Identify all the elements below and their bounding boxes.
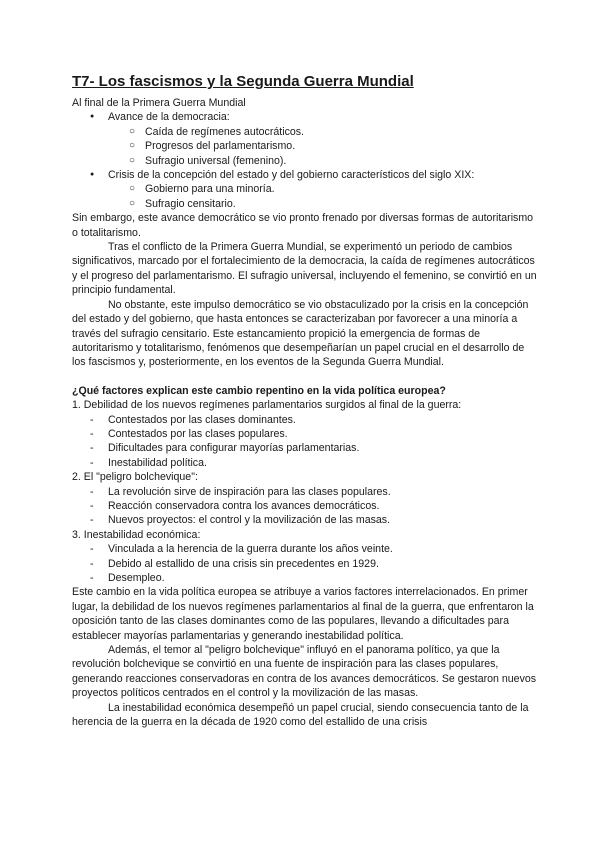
sub-bullet-item: ○ Gobierno para una minoría. — [72, 182, 540, 196]
factor-item: - La revolución sirve de inspiración para las clases populares. — [72, 485, 540, 499]
bullet-item: ● Crisis de la concepción del estado y del gobierno característicos del siglo XIX: — [72, 168, 540, 182]
summary-paragraph: Sin embargo, este avance democrático se vio pronto frenado por diversas formas de autoritarismo o totalitarismo. — [72, 212, 534, 239]
sub-bullet-item: ○ Progresos del parlamentarismo. — [72, 139, 540, 153]
factor-item: - Inestabilidad política. — [72, 456, 540, 470]
sub-bullet-item: ○ Caída de regímenes autocráticos. — [72, 125, 540, 139]
factor-heading: 1. Debilidad de los nuevos regímenes parlamentarios surgidos al final de la guerra: — [72, 399, 462, 412]
factor-item: - Contestados por las clases dominantes. — [72, 413, 540, 427]
body-paragraph: Además, el temor al "peligro bolchevique" influyó en el panorama político, ya que la revolución bolchevique se convirtió en una fuente de inspiración para las clases populares, generando reacciones conservadoras en contra de los avances democráticos. Se gestaron nuevos proyectos políticos centrados en el control y la movilización de las masas. — [72, 644, 537, 700]
factor-item: - Contestados por las clases populares. — [72, 427, 540, 441]
factor-item: - Nuevos proyectos: el control y la movilización de las masas. — [72, 513, 540, 527]
sub-bullet-item: ○ Sufragio censitario. — [72, 197, 540, 211]
body-paragraph: No obstante, este impulso democrático se vio obstaculizado por la crisis en la concepción del estado y del gobierno, que hasta entonces se caracterizaban por favorecer a una minoría a través del sufragio censitario. Este estancamiento propició la emergencia de formas de autoritarismo y totalitarismo, fenómenos que desempeñarían un papel crucial en el desarrollo de los fascismos y, posteriormente, en los eventos de la Segunda Guerra Mundial. — [72, 298, 529, 369]
factor-heading: 2. El "peligro bolchevique": — [72, 471, 198, 484]
section-question: ¿Qué factores explican este cambio repentino en la vida política europea? — [72, 384, 446, 397]
bullet-item: ● Avance de la democracia: — [72, 110, 540, 124]
factor-item: - Dificultades para configurar mayorías parlamentarias. — [72, 441, 540, 455]
factor-item: - Vinculada a la herencia de la guerra durante los años veinte. — [72, 542, 540, 556]
body-paragraph: La inestabilidad económica desempeñó un papel crucial, siendo consecuencia tanto de la herencia de la guerra en la década de 1920 como del estallido de una crisis — [72, 701, 529, 729]
factor-item: - Debido al estallido de una crisis sin precedentes en 1929. — [72, 557, 540, 571]
body-paragraph: Este cambio en la vida política europea se atribuye a varios factores interrelacionados. En primer lugar, la debilidad de los nuevos regímenes parlamentarios al final de la guerra, que enfrentaron la oposición tanto de las clases dominantes como de las populares, llevando a dificultades para establecer mayorías parlamentarias y generando inestabilidad política. — [72, 586, 534, 642]
factor-item: - Desempleo. — [72, 571, 540, 585]
body-paragraph: Tras el conflicto de la Primera Guerra Mundial, se experimentó un periodo de cambios significativos, marcado por el fortalecimiento de la democracia, la caída de regímenes autocráticos y el progreso del parlamentarismo. El sufragio universal, incluyendo el femenino, se convirtió en un principio fundamental. — [72, 241, 537, 297]
factor-heading: 3. Inestabilidad económica: — [72, 528, 201, 541]
sub-bullet-item: ○ Sufragio universal (femenino). — [72, 154, 540, 168]
intro-line: Al final de la Primera Guerra Mundial — [72, 97, 246, 109]
document-title: T7- Los fascismos y la Segunda Guerra Mundial — [72, 73, 414, 90]
factor-item: - Reacción conservadora contra los avances democráticos. — [72, 499, 540, 513]
